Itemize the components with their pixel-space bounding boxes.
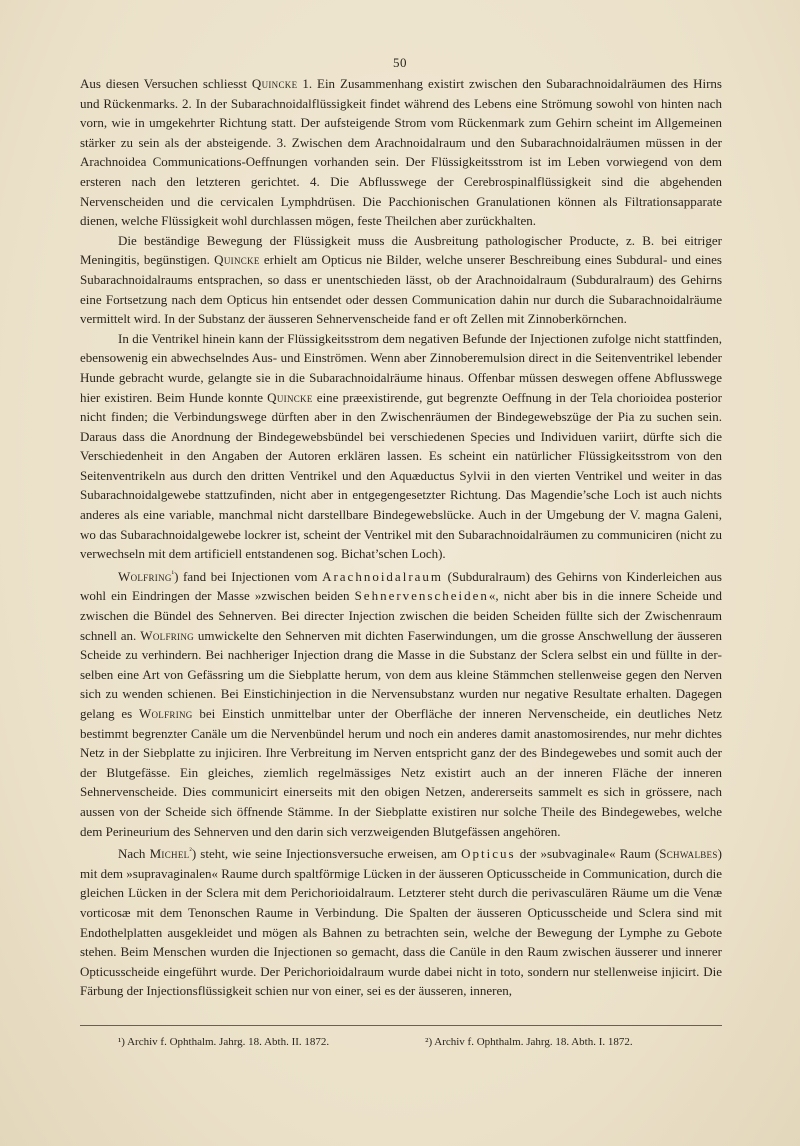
paragraph-4-run: Wolfring xyxy=(138,706,193,721)
footnote-divider xyxy=(80,1025,722,1026)
paragraph-5-run: Michel xyxy=(149,846,190,862)
paragraph-1-run: Quincke xyxy=(251,76,298,91)
paragraph-4-run: ¹ xyxy=(171,568,175,578)
paragraph-3-run: eine præexistirende, gut begrenzte Oeffnung in der Tela chorioidea posterior nicht finden; die Verbindungswege dürften aber in den Zwischenräumen der Bindegewebszüge der Pia zu suchen sein. Daraus dass die Anordnung der Bindegewebsbündel bei verschiedenen Species und Individuen variirt, dürfte sich die Verschiedenheit in den Angaben der Autoren erklären lassen. Es scheint ein natürlicher Flüssigkeitsstrom von den Seitenventrikeln aus durch den dritten Ventrikel und den Aquæductus Sylvii in den vierten Ventrikel und weiter in das Subarachnoidalgewebe stattzufinden, nicht aber in entgegengesetzter Richtung. Das Magendie’sche Loch ist auch nichts anderes als eine variable, manchmal nicht darstellbare Bindegewebslücke. Auch in der Umgebung der V. magna Galeni, wo das Subarachnoidalgewebe lockrer ist, scheint der Ventrikel mit den Subarachnoidalräumen zu communiciren (nicht zu verwechseln mit dem artificiell entstandenen sog. Bichat’schen Loch). xyxy=(80,389,722,562)
paragraph-4-run: Sehnervenscheiden xyxy=(354,588,489,604)
paragraph-4-run: «, nicht aber bis in die innere Scheide und zwischen die Bündel des Sehnerven. Bei directer Injection zwischen die beiden Scheiden füllte sich der Zwischenraum schnell an. xyxy=(80,588,722,643)
footnote-2: ²) Archiv f. Ophthalm. Jahrg. 18. Abth. I. 1872. xyxy=(425,1036,633,1048)
paragraph-1-run: 1. Ein Zusammenhang existirt zwischen den Subarachnoidalräumen des Hirns und Rückenmarks. 2. In der Subarachnoidalflüssigkeit findet während des Lebens eine Strömung sowohl von hinten nach vorn, wie in umgekehrter Richtung statt. Der aufsteigende Strom vom Rückenmark zum Gehirn scheint im Allgemeinen stärker zu sein als der absteigende. 3. Zwischen dem Arachnoidalraum und den Subarachnoidalräumen müssen in der Arachnoidea Communications-Oeffnungen vorhanden sein. Der Flüssigkeitsstrom ist im Leben vorwiegend von dem ersteren nach den letzteren gerichtet. 4. Die Abflusswege der Cerebrospinalflüssigkeit sind die abgehenden Nervenscheiden und die cervicalen Lymphdrüsen. Die Pacchionischen Granulationen können als Filtrationsapparate dienen, welche Flüssigkeit wohl durchlassen mögen, feste Theilchen aber zurückhalten. xyxy=(80,76,722,229)
paragraph-4-run: Wolfring xyxy=(140,627,194,643)
footnotes xyxy=(118,1036,718,1048)
footnote-1: ¹) Archiv f. Ophthalm. Jahrg. 18. Abth. II. 1872. xyxy=(118,1036,330,1048)
paragraph-1 xyxy=(80,74,722,231)
paragraph-2-run: erhielt am Opticus nie Bilder, welche unserer Beschreibung eines Subdural- und eines Subarachnoidalraums entsprachen, so dass er unentschieden lässt, ob der Arachnoidalraum (Subduralraum) des Gehirns eine Fortsetzung nach dem Opticus hin entsendet oder dessen Communication dahin nur durch die Subarachnoidalräume vermittelt wird. In der Substanz der äusseren Sehnervenscheide fand er oft Zellen mit Zinnoberkörnchen. xyxy=(80,252,722,327)
paragraph-5-run: Nach xyxy=(118,846,150,862)
paragraph-2 xyxy=(80,231,722,329)
paragraph-3-run: In die Ventrikel hinein kann der Flüssigkeitsstrom dem negativen Befunde der Injectionen zufolge nicht stattfinden, ebensowenig ein abwechselndes Aus- und Einströmen. Wenn aber Zinnoberemulsion direct in die Seitenventrikel lebender Hunde gebracht wurde, gelangte sie in die Subarachnoidalräume hinaus. Offenbar müssen deswegen offene Abflusswege hier existiren. Beim Hunde konnte xyxy=(80,330,722,405)
paragraph-5 xyxy=(80,841,722,1001)
paragraph-4-run: umwickelte den Sehnerven mit dichten Faserwindungen, um die grosse Anschwellung der äusseren Scheide zu verhindern. Bei nachheriger Injection drang die Masse in die Substanz der Sclera selbst ein und füllte in derselben eine Art von Gefässring um die Siebplatte herum, von dem aus kleine Stämmchen stellenweise gegen den Nerven sich zu wenden schienen. Bei Einstichinjection in die Nervensubstanz wurden nur negative Resultate erhalten. Dagegen gelang es xyxy=(80,627,723,721)
paragraph-5-run: ) mit dem »supravaginalen« Raume durch spaltförmige Lücken in der äusseren Opticusscheide in Communication, durch die gleichen Lücken in der Sclera mit dem Perichorioidalraum. Letzterer steht durch die perivasculären Räume um die Venæ vorticosæ mit dem Tenonschen Raume in Verbindung. Die Spalten der äusseren Opticusscheide und Sclera sind mit Endothelplatten ausgekleidet und mögen als Bahnen zu betrachten sein, welche der Bewegung der Lymphe zu Gebote stehen. Beim Menschen wurden die Injectionen so gemacht, dass die Canüle in den Raum zwischen äusserer und innerer Opticusscheide eingeführt wurde. Der Perichorioidalraum wurde dabei nicht in toto, sondern nur stellenweise injicirt. Die Färbung der Injectionsflüssigkeit schien nur von einer, sei es der äusseren, inneren, xyxy=(80,846,722,999)
body-text xyxy=(80,74,722,1001)
paragraph-5-run: ² xyxy=(189,846,192,856)
paragraph-5-run: ) steht, wie seine Injectionsversuche erweisen, am xyxy=(191,846,462,862)
paragraph-4-run: ) fand bei Injectionen vom xyxy=(174,568,323,584)
paragraph-2-run: Quincke xyxy=(214,252,260,268)
paragraph-3 xyxy=(80,329,722,564)
paragraph-5-run: Schwalbes xyxy=(659,846,718,862)
paragraph-4-run: bei Einstich unmittelbar unter der Oberfläche der inneren Nervenscheide, ein deutliches Netz bestimmt begrenzter Canäle um die Nervenbündel herum und noch ein anderes damit anastomosirendes, nur mehr dichtes Netz in der Siebplatte zu injiciren. Ihre Verbreitung im Nerven entspricht ganz der des Bindegewebes und somit auch der der Blutgefässe. Ein gleiches, ziemlich regelmässiges Netz existirt auch an der inneren Fläche der inneren Sehnervenscheide. Dies communicirt einerseits mit den obigen Netzen, andererseits sammelt es sich in grössere, nach aussen von der Scheide sich öffnende Stämme. In der Siebplatte existiren nur solche Theile des Bindegewebes, welche dem Perineurium des Sehnerven und den darin sich verzweigenden Blutgefässen angehören. xyxy=(80,706,722,839)
paragraph-4-run: Wolfring xyxy=(118,568,172,584)
paragraph-1-run: Aus diesen Versuchen schliesst xyxy=(80,76,252,91)
paragraph-4-run: (Subduralraum) des Gehirns von Kinderleichen aus wohl ein Eindringen der Masse »zwischen beiden xyxy=(80,568,722,604)
page-number: 50 xyxy=(393,55,407,70)
paragraph-4 xyxy=(80,564,722,841)
paragraph-5-run: der »subvaginale« Raum ( xyxy=(515,846,660,862)
paragraph-3-run: Quincke xyxy=(267,389,313,405)
paragraph-4-run: Arachnoidalraum xyxy=(322,568,444,584)
paragraph-5-run: Opticus xyxy=(461,846,516,862)
paragraph-2-run: Die beständige Bewegung der Flüssigkeit muss die Ausbreitung pathologischer Producte, z. B. bei eitriger Meningitis, begünstigen. xyxy=(80,232,722,268)
